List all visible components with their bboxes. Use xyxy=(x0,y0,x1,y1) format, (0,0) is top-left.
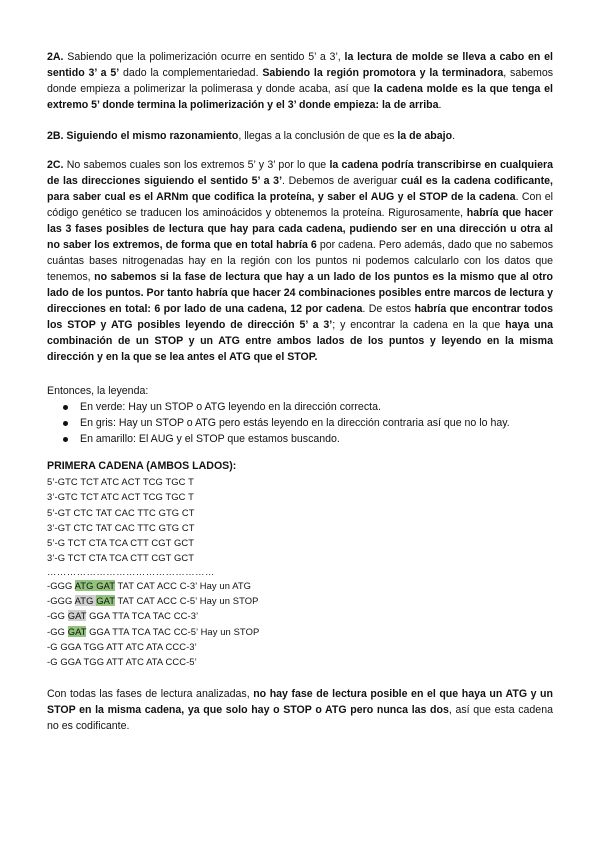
section-2c-bold-1: la cadena podría transcribirse en cualquiera de las direcciones siguiendo el sentido 5’ a 3’ xyxy=(47,159,554,187)
section-2b-bold-1: la de abajo xyxy=(397,130,453,142)
seq-suffix: GGA TTA TCA TAC CC-5’ Hay un STOP xyxy=(86,625,260,637)
section-2a-bold-1: la lectura de molde se lleva a cabo en el sentido 3’ a 5’ xyxy=(47,51,553,79)
section-2c-label: 2C. xyxy=(47,159,64,171)
legend-list xyxy=(47,399,553,447)
section-2a-text-4: . xyxy=(438,99,442,111)
seq-suffix: GGA TTA TCA TAC CC-3’ xyxy=(86,610,199,622)
reading-frame-row xyxy=(47,624,553,639)
section-2a-label: 2A. xyxy=(47,51,64,63)
section-2c-text-2: . Debemos de averiguar xyxy=(282,175,402,187)
section-2c-text-3: . Con el código genético se traducen los aminoácidos y obtenemos la proteína. Rigurosamente, xyxy=(47,191,553,219)
reading-frame-row xyxy=(47,593,553,608)
conclusion-text-2: , así que esta cadena no es codificante. xyxy=(47,703,553,732)
reading-frame-row xyxy=(47,608,553,623)
section-2a-text-1: Sabiendo que la polimerización ocurre en sentido 5’ a 3’, xyxy=(63,51,345,63)
section-2c-text-5: . De estos xyxy=(362,303,415,315)
seq-prefix: -GGG xyxy=(47,595,75,607)
seq-prefix: -GG xyxy=(47,625,68,637)
gat-highlight-green: GAT xyxy=(96,595,115,607)
reading-frame-row: -G GGA TGG ATT ATC ATA CCC-5’ xyxy=(47,656,197,668)
section-2b xyxy=(47,128,553,144)
sequence-line: 3’-G TCT CTA TCA CTT CGT GCT xyxy=(47,552,195,564)
section-2a-text-3: , sabemos donde empieza a polimerizar la polimerasa y donde acaba, así que xyxy=(47,67,554,95)
primera-cadena-heading: PRIMERA CADENA (AMBOS LADOS): xyxy=(47,460,237,472)
seq-suffix: TAT CAT ACC C-5’ Hay un STOP xyxy=(114,595,259,607)
section-2c-bold-2: cuál es la cadena codificante, para saber cual es el ARNm que codifica la proteína, y saber el AUG y el STOP de la cadena xyxy=(47,175,553,203)
dots-separator: …………………………………………… xyxy=(47,565,215,577)
legend-item-green: En verde: Hay un STOP o ATG leyendo en la dirección correcta. xyxy=(80,399,553,415)
reading-frame-row: -G GGA TGG ATT ATC ATA CCC-3’ xyxy=(47,640,197,652)
conclusion xyxy=(47,686,553,734)
legend-item-gray: En gris: Hay un STOP o ATG pero estás leyendo en la dirección contraria así que no lo hay. xyxy=(80,415,553,431)
atg-highlight-green: ATG xyxy=(74,579,94,591)
seq-prefix: -GGG xyxy=(47,579,75,591)
section-2b-text-1: , llegas a la conclusión de que es xyxy=(238,130,398,142)
sequence-line: 5’-GTC TCT ATC ACT TCG TGC T xyxy=(47,476,194,487)
seq-prefix: -GG xyxy=(47,610,68,622)
legend-intro: Entonces, la leyenda: xyxy=(47,385,149,397)
section-2c-text-1: No sabemos cuales son los extremos 5’ y 3’ por lo que xyxy=(63,159,330,171)
section-2c-text-4: por cadena. Pero además, dado que no sabemos cuántas bases nitrogenadas hay en la región con los puntos ni podemos calcularlo con los datos que tenemos, xyxy=(47,239,554,283)
section-2a-bold-2: Sabiendo la región promotora y la terminadora xyxy=(262,67,504,79)
seq-suffix: TAT CAT ACC C-3’ Hay un ATG xyxy=(114,579,252,591)
section-2c-text-6: ; y encontrar la cadena en la que xyxy=(332,319,506,331)
section-2c-bold-5: habría que encontrar todos los STOP y ATG posibles leyendo de dirección 5’ a 3’ xyxy=(47,303,554,331)
section-2a xyxy=(47,49,553,113)
section-2c-bold-4: no sabemos si la fase de lectura que hay a un lado de los puntos es la mismo que al otro lado de los puntos. Por tanto habría que hacer 24 combinaciones posibles entre marcos de lectura y direcciones en total: 6 por lado de una cadena, 12 por cadena xyxy=(47,271,553,315)
sequence-line: 5’-GT CTC TAT CAC TTC GTG CT xyxy=(47,506,195,518)
section-2b-label: 2B. Siguiendo el mismo razonamiento xyxy=(47,130,239,142)
section-2c-bold-6: haya una combinación de un STOP y un ATG entre ambos lados de los puntos y leyendo en la misma dirección y en la que se lea antes el ATG que el STOP. xyxy=(47,319,554,363)
conclusion-bold: no hay fase de lectura posible en el que haya un ATG y un STOP en la misma cadena, ya que solo hay o STOP o ATG pero nunca las dos xyxy=(47,687,553,716)
sequence-line: 5’-G TCT CTA TCA CTT CGT GCT xyxy=(47,537,195,549)
document-page xyxy=(47,49,553,734)
section-2a-text-2: dado la complementariedad. xyxy=(119,67,263,79)
section-2c-bold-3: habría que hacer las 3 fases posibles de lectura que hay para cada cadena, pudiendo ser en una dirección u otra al no saber los extremos, de forma que en total habría 6 xyxy=(47,207,554,251)
section-2a-bold-3: la cadena molde es la que tenga el extremo 5’ donde termina la polimerización y el 3’ donde empieza: la de arriba xyxy=(47,83,553,111)
section-2c xyxy=(47,157,553,365)
section-2b-text-2: . xyxy=(452,130,456,142)
atg-highlight-gray: ATG xyxy=(74,595,94,607)
gat-highlight-gray: GAT xyxy=(67,610,87,622)
legend-item-yellow: En amarillo: El AUG y el STOP que estamos buscando. xyxy=(80,431,553,447)
reading-frame-row xyxy=(47,578,553,593)
sequence-line: 3’-GTC TCT ATC ACT TCG TGC T xyxy=(47,491,194,503)
gat-highlight-green: GAT xyxy=(67,625,87,637)
gat-highlight-green: GAT xyxy=(96,579,115,591)
sequence-line: 3’-GT CTC TAT CAC TTC GTG CT xyxy=(47,521,195,533)
conclusion-text-1: Con todas las fases de lectura analizadas, xyxy=(47,687,254,700)
